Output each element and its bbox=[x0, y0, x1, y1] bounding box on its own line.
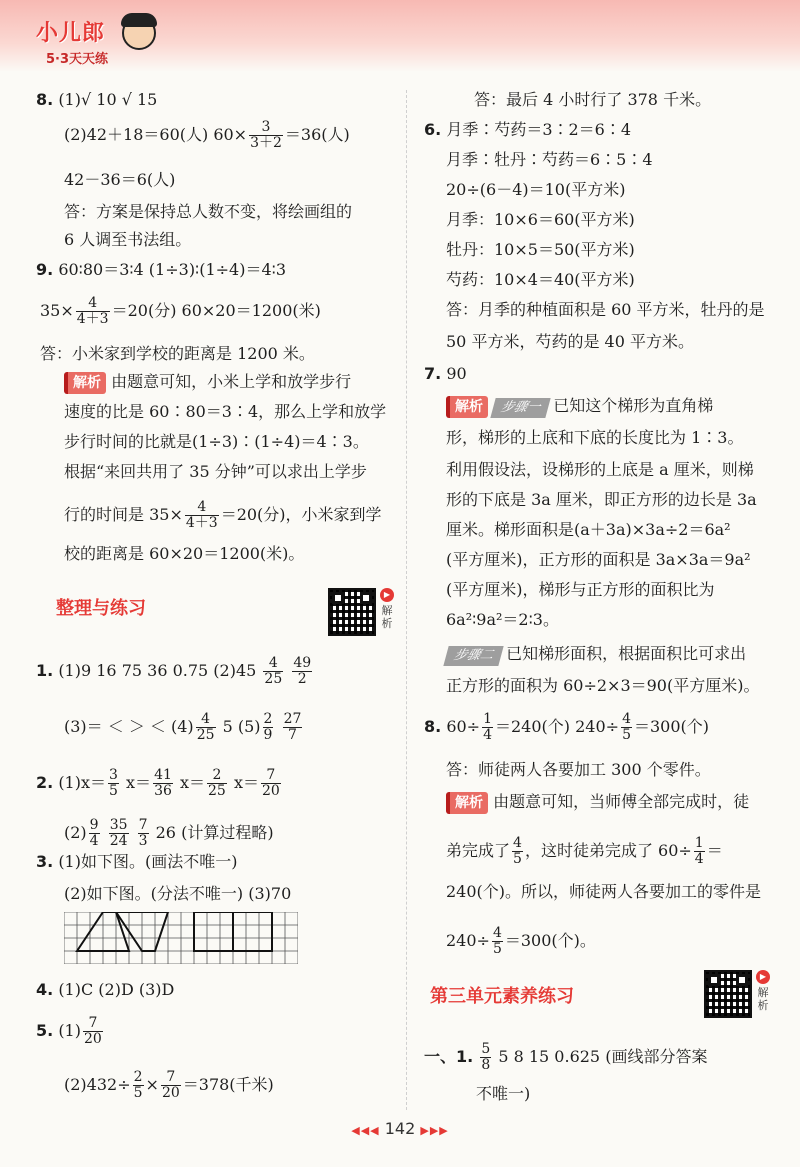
p1-line1: 1. (1)9 16 75 36 0.75 (2)45 $\frac{4}{25}$ $\frac{49}{2}$ bbox=[36, 655, 312, 687]
q8-line1: 8. (1)√ 10 √ 15 bbox=[36, 90, 158, 109]
q7-line10: 步骤二 已知梯形面积，根据面积比可求出 bbox=[446, 644, 746, 666]
qr-code-icon[interactable] bbox=[704, 970, 752, 1018]
q8r-answer: 答：师徒两人各要加工 300 个零件。 bbox=[446, 760, 711, 779]
q7-line9: 6a²∶9a²＝2∶3。 bbox=[446, 610, 559, 629]
u1-line2: 不唯一) bbox=[476, 1084, 531, 1103]
q7-line8: (平方厘米)，梯形与正方形的面积比为 bbox=[446, 580, 715, 599]
r0-answer: 答：最后 4 小时行了 378 千米。 bbox=[474, 90, 712, 109]
q9-analysis-3: 步行时间的比就是(1÷3)∶(1÷4)＝4∶3。 bbox=[64, 432, 369, 451]
logo-sub: 5·3天天练 bbox=[46, 52, 109, 67]
q6-line8: 50 平方米，芍药的是 40 平方米。 bbox=[446, 332, 694, 351]
q7-line1: 7. 90 bbox=[424, 364, 467, 383]
q7-line6: 厘米。梯形面积是(a＋3a)×3a÷2＝6a² bbox=[446, 520, 731, 539]
p2-line2: (2) $\frac{9}{4}$ $\frac{35}{24}$ $\frac{7}{3}$ 26 (计算过程略) bbox=[64, 817, 274, 849]
q7-line11: 正方形的面积为 60÷2×3＝90(平方厘米)。 bbox=[446, 676, 760, 695]
p5-line2: (2)432÷ $\frac{2}{5}$ × $\frac{7}{20}$ ＝378(千米) bbox=[64, 1069, 274, 1101]
q8r-line1: 8. 60÷ $\frac{1}{4}$ ＝240(个) 240÷ $\frac{4}{5}$ ＝300(个) bbox=[424, 711, 710, 743]
u1-line1: 一、1. $\frac{5}{8}$ 5 8 15 0.625 (画线部分答案 bbox=[424, 1041, 708, 1073]
q9-answer: 答：小米家到学校的距离是 1200 米。 bbox=[40, 344, 315, 363]
logo-main: 小儿郎 bbox=[36, 21, 106, 46]
p3-line2: (2)如下图。(分法不唯一) (3)70 bbox=[64, 884, 292, 903]
next-arrows-icon: ▶▶▶ bbox=[420, 1124, 449, 1137]
play-icon: ▶ bbox=[756, 970, 770, 984]
q6-line3: 20÷(6－4)＝10(平方米) bbox=[446, 180, 626, 199]
analysis-tag: 解析 bbox=[446, 396, 488, 418]
q9-line2: 35× $\frac{4}{4+3}$ ＝20(分) 60×20＝1200(米) bbox=[40, 295, 321, 327]
q6-line5: 牡丹：10×5＝50(平方米) bbox=[446, 240, 635, 259]
q8r-analysis-3: 240(个)。所以，师徒两人各要加工的零件是 bbox=[446, 882, 762, 901]
q8-answer-1: 答：方案是保持总人数不变，将绘画组的 bbox=[64, 202, 353, 221]
rectangle-shape bbox=[194, 912, 272, 951]
analysis-tag: 解析 bbox=[64, 372, 106, 394]
q8r-analysis-1: 解析 由题意可知，当师傅全部完成时，徒 bbox=[446, 792, 749, 814]
play-icon: ▶ bbox=[380, 588, 394, 602]
q8-line2: (2)42＋18＝60(人) 60× $\frac{3}{3+2}$ ＝36(人) bbox=[64, 119, 350, 151]
q6-line6: 芍药：10×4＝40(平方米) bbox=[446, 270, 635, 289]
mascot-icon bbox=[122, 16, 156, 50]
analysis-tag: 解析 bbox=[446, 792, 488, 814]
q6-line7: 答：月季的种植面积是 60 平方米，牡丹的是 bbox=[446, 300, 765, 319]
q7-line3: 形，梯形的上底和下底的长度比为 1∶3。 bbox=[446, 428, 744, 447]
q9-analysis-2: 速度的比是 60∶80＝3∶4，那么上学和放学 bbox=[64, 402, 387, 421]
answer-grid-figure bbox=[64, 912, 298, 964]
q8r-analysis-2: 弟完成了 $\frac{4}{5}$ ，这时徒弟完成了 60÷ $\frac{1}{4}$ ＝ bbox=[446, 835, 723, 867]
q9-analysis-6: 校的距离是 60×20＝1200(米)。 bbox=[64, 544, 305, 563]
section-title-unit3: 第三单元素养练习 bbox=[430, 986, 574, 1007]
q8-answer-2: 6 人调至书法组。 bbox=[64, 230, 192, 249]
q9-analysis-1: 解析 由题意可知，小米上学和放学步行 bbox=[64, 372, 351, 394]
section-title-review: 整理与练习 bbox=[56, 598, 146, 619]
q6-line4: 月季：10×6＝60(平方米) bbox=[446, 210, 635, 229]
q9-analysis-5: 行的时间是 35× $\frac{4}{4+3}$ ＝20(分)，小米家到学 bbox=[64, 499, 382, 531]
step-two-tag: 步骤二 bbox=[443, 646, 503, 666]
p2-line1: 2. (1)x＝ $\frac{3}{5}$ x＝ $\frac{41}{36}$ x＝ $\frac{2}{25}$ x＝ $\frac{7}{20}$ bbox=[36, 767, 280, 799]
qr-label: ▶ 解析 bbox=[381, 590, 393, 630]
q7-line7: (平方厘米)，正方形的面积是 3a×3a＝9a² bbox=[446, 550, 751, 569]
q7-line2: 解析 步骤一 已知这个梯形为直角梯 bbox=[446, 396, 713, 418]
prev-arrows-icon: ◀◀◀ bbox=[351, 1124, 380, 1137]
q6-line1: 6. 月季∶芍药＝3∶2＝6∶4 bbox=[424, 120, 632, 139]
q9-analysis-4: 根据“来回共用了 35 分钟”可以求出上学步 bbox=[64, 462, 367, 481]
q7-line5: 形的下底是 3a 厘米，即正方形的边长是 3a bbox=[446, 490, 757, 509]
qr-code-icon[interactable] bbox=[328, 588, 376, 636]
step-one-tag: 步骤一 bbox=[490, 398, 550, 418]
p3-line1: 3. (1)如下图。(画法不唯一) bbox=[36, 852, 238, 871]
q8-line3: 42－36＝6(人) bbox=[64, 170, 176, 189]
p4-line: 4. (1)C (2)D (3)D bbox=[36, 980, 175, 999]
q7-line4: 利用假设法，设梯形的上底是 a 厘米，则梯 bbox=[446, 460, 754, 479]
p1-line2: (3)＝ ＜ ＞ ＜ (4) $\frac{4}{25}$ 5 (5) $\frac{2}{9}$ $\frac{27}{7}$ bbox=[64, 711, 302, 743]
qr-label: ▶ 解析 bbox=[757, 972, 769, 1012]
page-number: ◀◀◀ 142 ▶▶▶ bbox=[351, 1119, 449, 1138]
p5-line1: 5. (1) $\frac{7}{20}$ bbox=[36, 1015, 102, 1047]
column-divider bbox=[406, 90, 407, 1110]
q9-line1: 9. 60∶80＝3∶4 (1÷3)∶(1÷4)＝4∶3 bbox=[36, 260, 286, 279]
q6-line2: 月季∶牡丹∶芍药＝6∶5∶4 bbox=[446, 150, 653, 169]
q8r-analysis-4: 240÷ $\frac{4}{5}$ ＝300(个)。 bbox=[446, 925, 596, 957]
